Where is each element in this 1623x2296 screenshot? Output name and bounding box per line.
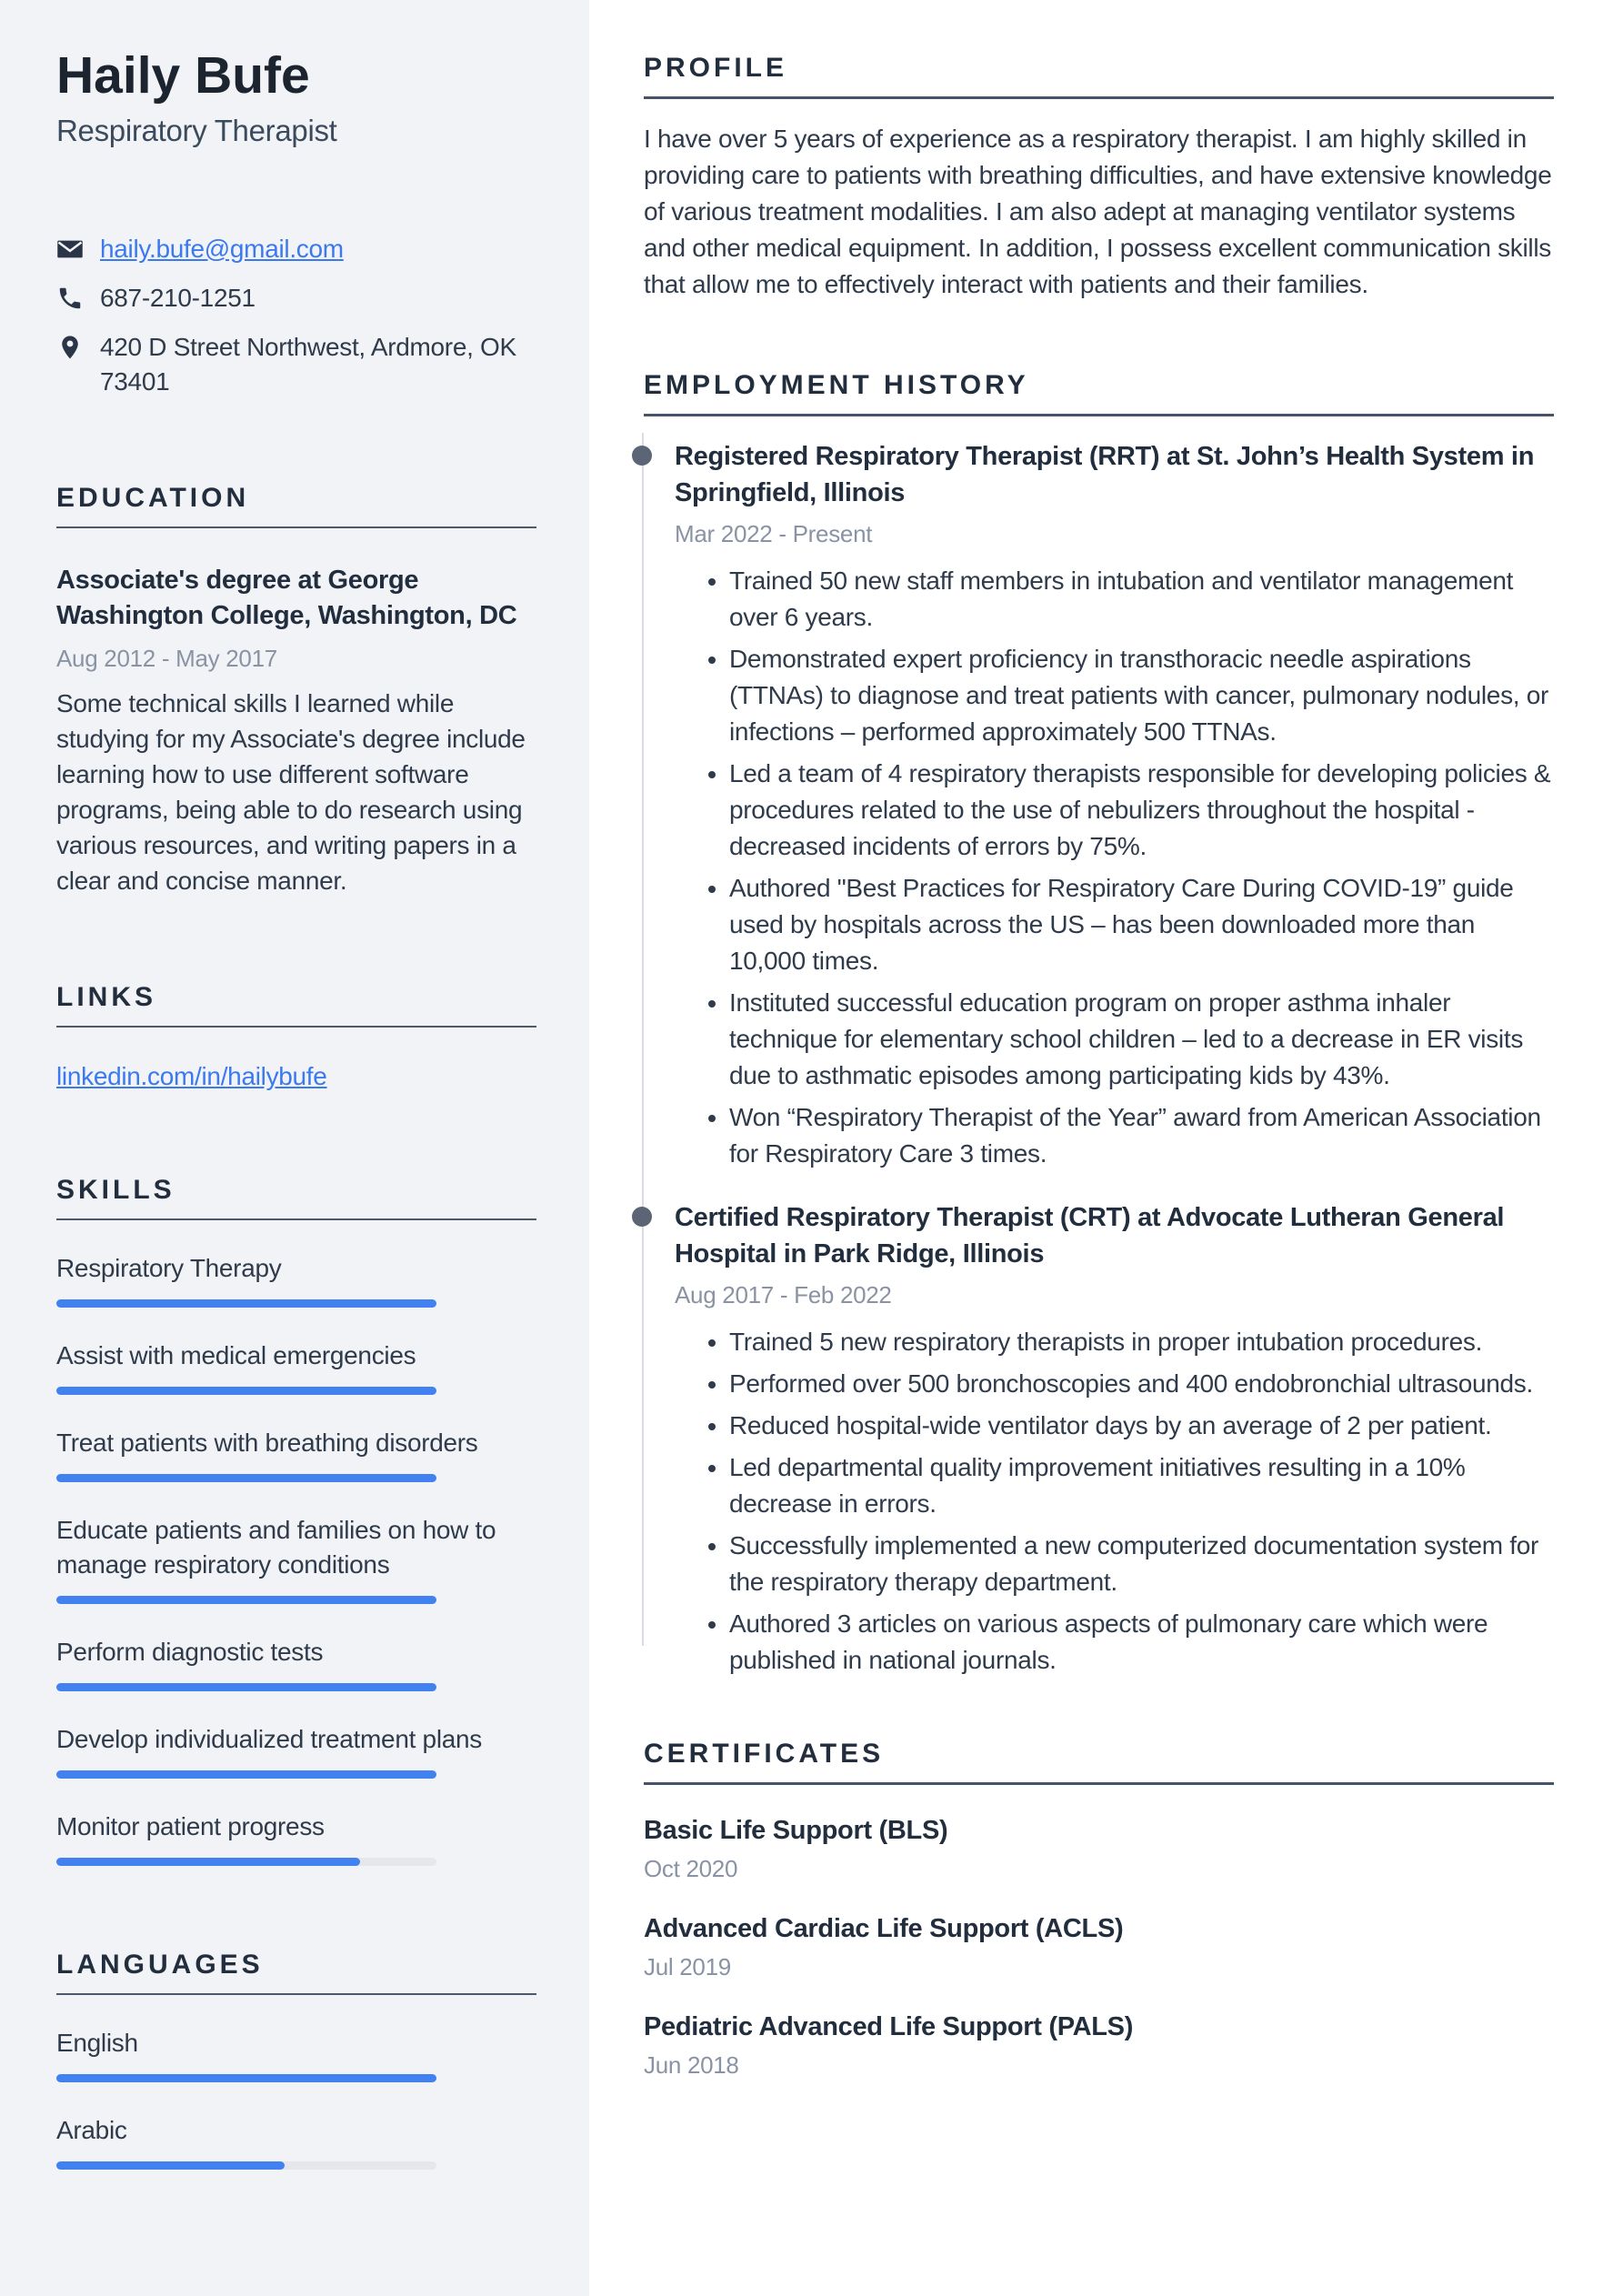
contact-phone-row — [56, 281, 536, 316]
skill-item — [56, 1338, 536, 1395]
skill-label: Respiratory Therapy — [56, 1253, 282, 1282]
certificate-date: Oct 2020 — [644, 1855, 738, 1882]
phone-icon — [56, 285, 84, 312]
job-bullet: • Performed over 500 bronchoscopies and 400 endobronchial ultrasounds. — [729, 1366, 1554, 1402]
certificates-heading: CERTIFICATES — [644, 1739, 885, 1769]
certificate-title: Basic Life Support (BLS) — [644, 1816, 948, 1845]
skill-bar — [56, 1858, 436, 1866]
sidebar — [0, 0, 589, 2296]
skill-bar — [56, 2074, 436, 2082]
languages-section — [56, 1950, 536, 2170]
job-bullet: • Won “Respiratory Therapist of the Year” award from American Association for Respiratory Care 3 times. — [729, 1099, 1554, 1172]
skill-item — [56, 1426, 536, 1482]
languages-rule — [56, 1993, 536, 1995]
job-title: Certified Respiratory Therapist (CRT) at Advocate Lutheran General Hospital in Park Ridge, Illinois — [675, 1203, 1505, 1268]
skill-bar-fill — [56, 1683, 436, 1691]
certificate-item — [644, 1914, 1554, 1981]
skill-label: Treat patients with breathing disorders — [56, 1428, 478, 1457]
job-bullet: • Reduced hospital-wide ventilator days by an average of 2 per patient. — [729, 1408, 1554, 1444]
certificates-list — [644, 1816, 1554, 2080]
profile-rule — [644, 96, 1554, 99]
job-entry — [644, 1199, 1554, 1679]
skill-bar-fill — [56, 1770, 436, 1779]
certificates-rule — [644, 1782, 1554, 1785]
skill-bar — [56, 2161, 436, 2170]
skill-label: Develop individualized treatment plans — [56, 1724, 482, 1753]
certificate-item — [644, 2012, 1554, 2080]
job-bullet: • Successfully implemented a new computerized documentation system for the respiratory therapy department. — [729, 1528, 1554, 1600]
link-item — [56, 1062, 536, 1091]
skill-item — [56, 2113, 536, 2170]
certificates-section — [644, 1739, 1554, 2080]
degree-dates: Aug 2012 - May 2017 — [56, 644, 277, 672]
education-section — [56, 483, 536, 898]
skill-label: English — [56, 2028, 138, 2057]
skill-label: Arabic — [56, 2115, 127, 2144]
job-entry — [644, 438, 1554, 1172]
job-bullet: • Trained 5 new respiratory therapists in proper intubation procedures. — [729, 1324, 1554, 1360]
skill-label: Perform diagnostic tests — [56, 1637, 324, 1666]
skill-bar — [56, 1596, 436, 1604]
languages-heading: LANGUAGES — [56, 1949, 264, 1980]
employment-heading: EMPLOYMENT HISTORY — [644, 370, 1029, 400]
timeline-dot-icon — [632, 1207, 652, 1227]
location-pin-icon — [56, 334, 84, 361]
phone-number: 687-210-1251 — [100, 283, 255, 312]
skill-label: Assist with medical emergencies — [56, 1340, 416, 1369]
job-bullet: • Led departmental quality improvement initiatives resulting in a 10% decrease in errors. — [729, 1449, 1554, 1522]
degree-title: Associate's degree at George Washington College, Washington, DC — [56, 565, 517, 630]
skills-heading: SKILLS — [56, 1174, 175, 1205]
skill-item — [56, 1251, 536, 1308]
person-name: Haily Bufe — [56, 46, 310, 105]
degree-description: Some technical skills I learned while studying for my Associate's degree include learning how to use different software programs, being able to do research using various resources, and writing papers in a clear and concise manner. — [56, 688, 526, 895]
skill-item — [56, 1635, 536, 1691]
main-column — [589, 0, 1623, 2296]
education-rule — [56, 526, 536, 528]
job-bullet: • Authored 3 articles on various aspects of pulmonary care which were published in national journals. — [729, 1606, 1554, 1679]
envelope-icon — [56, 236, 84, 263]
skills-section — [56, 1175, 536, 1866]
skill-item — [56, 1722, 536, 1779]
job-title: Registered Respiratory Therapist (RRT) at St. John’s Health System in Springfield, Illinois — [675, 442, 1535, 507]
skills-list — [56, 1251, 536, 1866]
job-bullet-list — [675, 1324, 1554, 1679]
certificate-item — [644, 1816, 1554, 1883]
linkedin-link[interactable]: linkedin.com/in/hailybufe — [56, 1061, 327, 1090]
job-bullet: • Led a team of 4 respiratory therapists responsible for developing policies & procedures related to the use of nebulizers throughout the hospital - decreased incidents of errors by 75%. — [729, 756, 1554, 865]
skill-label: Monitor patient progress — [56, 1811, 325, 1840]
skill-bar-fill — [56, 2161, 285, 2170]
job-bullet: • Demonstrated expert proficiency in transthoracic needle aspirations (TTNAs) to diagnose and treat patients with cancer, pulmonary nodules, or infections – performed approximately 500 TTNAs. — [729, 641, 1554, 750]
certificate-date: Jul 2019 — [644, 1953, 731, 1980]
certificate-title: Pediatric Advanced Life Support (PALS) — [644, 2012, 1134, 2041]
skill-bar — [56, 1387, 436, 1395]
links-rule — [56, 1026, 536, 1028]
skill-item — [56, 2026, 536, 2082]
job-bullet-list — [675, 563, 1554, 1172]
skill-bar — [56, 1683, 436, 1691]
skill-bar-fill — [56, 2074, 436, 2082]
skill-bar-fill — [56, 1387, 436, 1395]
postal-address: 420 D Street Northwest, Ardmore, OK 73401 — [100, 332, 516, 396]
skill-bar-fill — [56, 1474, 436, 1482]
contact-section — [56, 232, 536, 399]
skill-bar-fill — [56, 1858, 360, 1866]
job-bullet: • Instituted successful education program on proper asthma inhaler technique for elementary school children – led to a decrease in ER visits due to asthmatic episodes among participating kids by 43%. — [729, 985, 1554, 1094]
profile-section — [644, 53, 1554, 303]
skills-rule — [56, 1218, 536, 1220]
skill-label: Educate patients and families on how to manage respiratory conditions — [56, 1515, 496, 1579]
skill-bar — [56, 1474, 436, 1482]
links-section — [56, 982, 536, 1091]
job-dates: Mar 2022 - Present — [675, 520, 873, 547]
email-link[interactable]: haily.bufe@gmail.com — [100, 234, 344, 263]
certificate-title: Advanced Cardiac Life Support (ACLS) — [644, 1914, 1124, 1943]
skill-item — [56, 1810, 536, 1866]
links-heading: LINKS — [56, 981, 156, 1012]
skill-bar-fill — [56, 1596, 436, 1604]
employment-rule — [644, 414, 1554, 416]
job-bullet: • Trained 50 new staff members in intubation and ventilator management over 6 years. — [729, 563, 1554, 636]
skill-bar-fill — [56, 1299, 436, 1308]
skill-item — [56, 1513, 536, 1604]
employment-section — [644, 370, 1554, 1679]
job-dates: Aug 2017 - Feb 2022 — [675, 1281, 892, 1308]
skill-bar — [56, 1770, 436, 1779]
education-heading: EDUCATION — [56, 482, 250, 513]
job-bullet: • Authored "Best Practices for Respiratory Care During COVID-19” guide used by hospitals across the US – has been downloaded more than 10,000 times. — [729, 870, 1554, 979]
profile-text: I have over 5 years of experience as a respiratory therapist. I am highly skilled in providing care to patients with breathing difficulties, and have extensive knowledge of various treatment modalities. I am also adept at managing ventilator systems and other medical equipment. In addition, I possess excellent communication skills that allow me to effectively interact with patients and their families. — [644, 125, 1552, 298]
contact-email-row — [56, 232, 536, 266]
profile-heading: PROFILE — [644, 53, 788, 83]
languages-list — [56, 2026, 536, 2170]
timeline-dot-icon — [632, 446, 652, 466]
employment-timeline — [644, 424, 1554, 1679]
skill-bar — [56, 1299, 436, 1308]
person-job-title: Respiratory Therapist — [56, 113, 337, 147]
certificate-date: Jun 2018 — [644, 2051, 739, 2079]
contact-address-row — [56, 330, 536, 399]
